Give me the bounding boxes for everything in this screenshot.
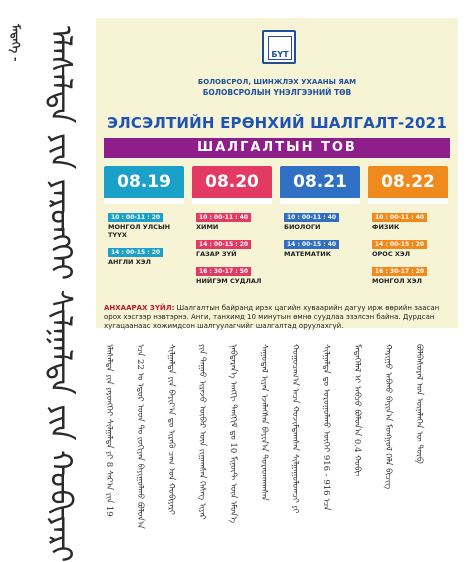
day-date: 08.22 [368, 166, 448, 198]
event-subject: ХИМИ [196, 223, 219, 231]
event-subject: БИОЛОГИ [284, 223, 321, 231]
event-subject: ОРОС ХЭЛ [372, 250, 411, 258]
day-column [368, 166, 448, 294]
vertical-heading-large: ᠡᠯᠡᠰᠡᠯᠲᠡ ᠶᠢᠨ ᠶᠡᠷᠦᠩᠬᠡᠢ ᠱᠢᠯᠭᠠᠯᠲᠠ ᠶᠢᠨ ᠬᠤᠪᠢᠶᠠᠷᠢ [43, 26, 78, 562]
event-subject: МАТЕМАТИК [284, 250, 332, 258]
day-column [104, 166, 184, 294]
day-date: 08.19 [104, 166, 184, 198]
note-text: Шалгалтын байранд ирэх цагийн хуваарийн дагуу ирж өөрийн заасан орох хэсгээр нэвтэрнэ. Анги, танхимд 10 минутын өмнө суудлаа эзэлсэн байна. Дурдсан хугацаанаас хожимдсон шалгуулагчийг шалгалтад оруулахгүй. [104, 304, 440, 330]
event-time: 14 : 00-15 : 40 [284, 240, 339, 249]
text-column: ᠪᠣᠯᠪᠠᠰᠤᠷᠠᠯ ᠤᠨ ᠦᠨᠡᠯᠡᠭᠡᠨ ᠦ ᠲᠥᠪ [414, 344, 424, 464]
book-icon [268, 36, 292, 60]
event-time: 16 : 30-17 : 50 [196, 267, 251, 276]
event-subject: МОНГОЛ УЛСЫН ТҮҮХ [108, 223, 171, 239]
note-label: АНХААРАХ ЗҮЙЛ: [104, 304, 175, 312]
agency-name: БОЛОВСРОЛЫН ҮНЭЛГЭЭНИЙ ТӨВ [202, 88, 352, 97]
text-column: ᠬᠠᠷᠢᠭᠤ ᠠᠪᠬᠤ ᠪᠠᠶᠢᠨ᠎ᠠ ᠮᠣᠩᠭᠤᠯ ᠬᠡᠯᠡ ᠪᠢᠴᠢᠭ [383, 344, 393, 490]
day-date: 08.21 [280, 166, 360, 198]
exam-schedule-poster [96, 18, 458, 328]
event-time: 16 : 30-17 : 20 [372, 267, 427, 276]
event-subject: АНГЛИ ХЭЛ [108, 258, 151, 266]
event-time: 10 : 00-11 : 20 [108, 213, 163, 222]
text-column: ᠰᠢᠯᠭᠠᠯᠲᠠ ᠳᠤ ᠣᠷᠣᠭᠤᠯᠬᠤ ᠦᠭᠡᠢ 916 - 916 ᠡᠴᠡ [321, 344, 331, 511]
schedule-banner: ШАЛГАЛТЫН ТОВ [104, 138, 450, 158]
event-time: 10 : 00-11 : 40 [284, 213, 339, 222]
event-subject: ФИЗИК [372, 223, 400, 231]
attention-note [104, 304, 450, 331]
text-column: ᠶᠢᠨ ᠳᠠᠭᠠᠤ ᠢᠷᠡᠵᠦ ᠥᠪᠡᠷ ᠦᠨ ᠵᠢᠭᠠᠭᠰᠠᠨ ᠬᠡᠰᠡᠭ ᠢᠶᠡᠷ [197, 344, 207, 520]
text-column: ᠰᠢᠯᠭᠠᠯᠲᠠ ᠶᠢᠨ ᠪᠠᠶᠢᠷ᠎ᠠ ᠳᠤ ᠢᠷᠡᠬᠦ ᠴᠠᠭ ᠤᠨ ᠬᠤᠪᠢᠶᠠᠷᠢ [166, 344, 176, 515]
text-column: ᠨᠡᠪᠲᠡᠷᠡᠨ᠎ᠡ ᠠᠩᠭᠢ ᠲᠠᠩᠬᠢᠮ ᠳᠤ 10 ᠮᠢᠨᠦ᠋ᠲ ᠦᠨ ᠡᠮᠦᠨ᠎ᠡ [228, 344, 238, 524]
day-column [192, 166, 272, 294]
text-column: ᠡᠴᠡ 22 ᠤ ᠡᠳᠦᠷ ᠤᠳ ᠲᠤ ᠵᠣᠬᠢᠶᠠᠨ ᠪᠠᠶᠢᠭᠤᠯᠬᠤ ᠪᠣᠯᠤᠨ᠎ᠠ [135, 344, 145, 529]
text-column: ᠰᠠᠭᠤᠳᠠᠯ ᠢᠶᠠᠨ ᠡᠵᠡᠯᠡᠭᠰᠡᠨ ᠪᠠᠶᠢᠨ᠎ᠠ ᠳᠤᠷᠠᠳᠬᠠᠭᠰᠠᠨ [259, 344, 269, 501]
event-subject: НИЙГЭМ СУДЛАЛ [196, 277, 262, 285]
event-time: 14 : 00-15 : 20 [108, 248, 163, 257]
event-time: 14 : 00-15 : 20 [372, 240, 427, 249]
text-column: ᠡᠯᠡᠰᠡᠯᠲᠡ ᠶᠢᠨ ᠶᠡᠷᠦᠩᠬᠡᠢ ᠱᠢᠯᠭᠠᠯᠲᠠ ᠶᠢ 8 ᠰᠠᠷ᠎ᠠ ᠶᠢᠨ 19 [104, 344, 114, 517]
logo [262, 30, 296, 64]
poster-title: ЭЛСЭЛТИЙН ЕРӨНХИЙ ШАЛГАЛТ-2021 [107, 114, 447, 132]
logo-text: БҮТ [271, 50, 289, 59]
event-subject: ГАЗАР ЗҮЙ [196, 250, 237, 258]
ministry-name: БОЛОВСРОЛ, ШИНЖЛЭХ УХААНЫ ЯАМ [197, 78, 357, 86]
event-subject: МОНГОЛ ХЭЛ [372, 277, 422, 285]
text-column: ᠮᠡᠳᠡᠭᠡᠯᠡᠯ ᠢ ᠠᠪᠴᠤ ᠪᠣᠯᠤᠨ᠎ᠠ 0.4 ᠬᠤᠪᠢ [352, 344, 362, 477]
event-time: 14 : 00-15 : 20 [196, 240, 251, 249]
day-column [280, 166, 360, 294]
text-column: ᠬᠤᠭᠤᠴᠠᠭ᠎ᠠ ᠠᠴᠠ ᠬᠤᠵᠢᠮᠳᠠᠭᠰᠠᠨ ᠰᠢᠯᠭᠠᠭᠤᠯᠤᠭᠴᠢ ᠶᠢ [290, 344, 300, 514]
event-time: 10 : 00-11 : 40 [372, 213, 427, 222]
event-time: 10 : 00-11 : 40 [196, 213, 251, 222]
vertical-heading-small: ᠮᠡᠳᠡᠭᠡ - [9, 24, 22, 62]
day-date: 08.20 [192, 166, 272, 198]
